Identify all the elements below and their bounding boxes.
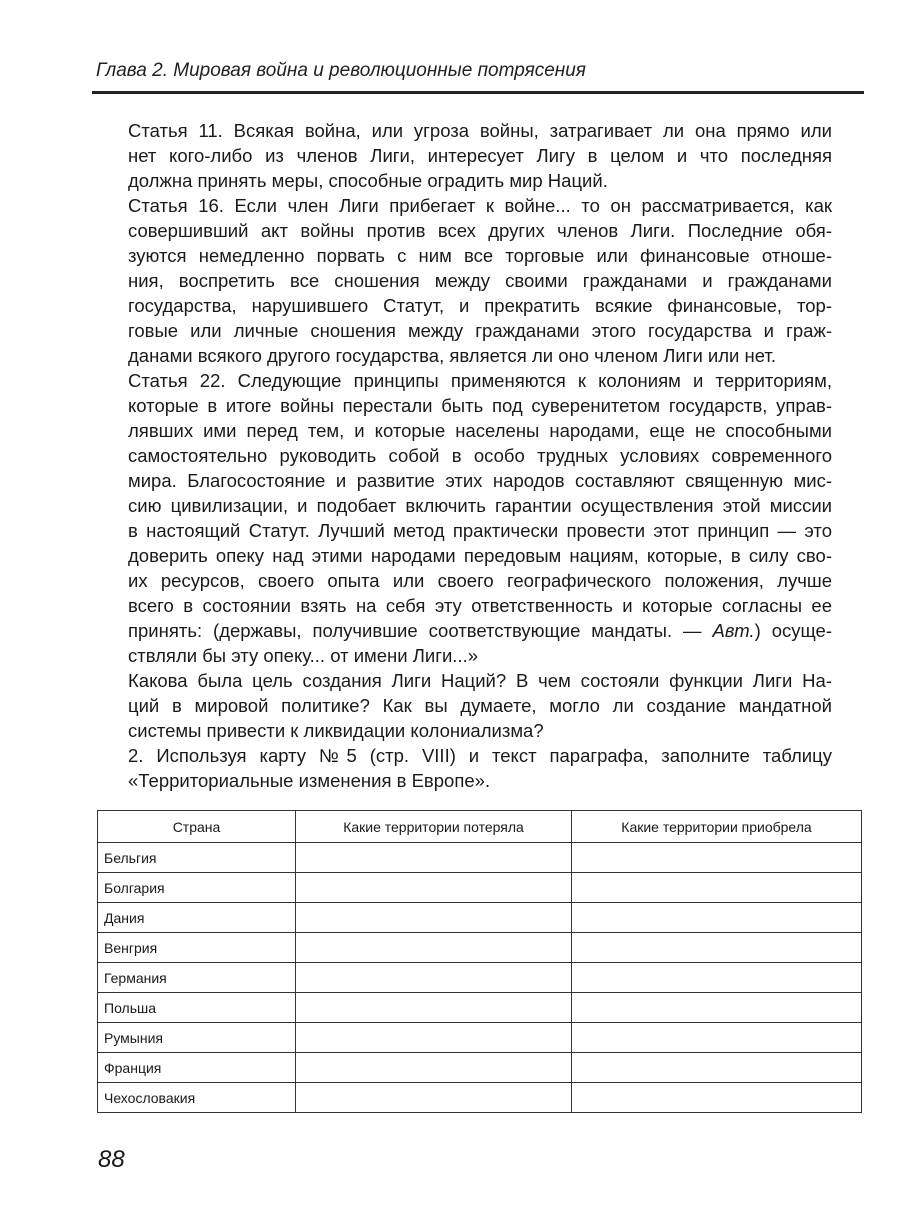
text-line-content: мира. Благосостояние и развитие этих народов составляют священную мис- bbox=[128, 470, 832, 491]
country-cell: Польша bbox=[98, 993, 296, 1023]
country-cell: Чехословакия bbox=[98, 1083, 296, 1113]
text-line bbox=[128, 168, 832, 193]
text-line bbox=[128, 243, 832, 268]
text-line bbox=[128, 643, 832, 668]
country-cell: Дания bbox=[98, 903, 296, 933]
gained-territories-cell[interactable] bbox=[572, 993, 862, 1023]
text-line-content: всего в состоянии взять на себя эту ответственность и которые согласны ее bbox=[128, 595, 832, 616]
lost-territories-cell[interactable] bbox=[296, 1023, 572, 1053]
text-line bbox=[128, 293, 832, 318]
territorial-changes-table bbox=[97, 810, 862, 1113]
table-row bbox=[98, 1023, 862, 1053]
text-line-content: сию цивилизации, и подобает включить гарантии осуществления этой миссии bbox=[128, 495, 832, 516]
text-line-content: системы привести к ликвидации колониализма? bbox=[128, 720, 544, 741]
text-line bbox=[128, 743, 832, 768]
text-line-content: Какова была цель создания Лиги Наций? В чем состояли функции Лиги На- bbox=[128, 670, 832, 691]
gained-territories-cell[interactable] bbox=[572, 843, 862, 873]
page-number: 88 bbox=[98, 1146, 125, 1173]
lost-territories-cell[interactable] bbox=[296, 1083, 572, 1113]
text-line bbox=[128, 318, 832, 343]
text-line bbox=[128, 343, 832, 368]
gained-territories-cell[interactable] bbox=[572, 903, 862, 933]
text-line-content: ций в мировой политике? Как вы думаете, могло ли создание мандатной bbox=[128, 695, 832, 716]
text-line bbox=[128, 593, 832, 618]
text-line-content: 2. Используя карту №5 (стр. VIII) и текст параграфа, заполните таблицу bbox=[128, 745, 832, 766]
country-cell: Германия bbox=[98, 963, 296, 993]
lost-territories-cell[interactable] bbox=[296, 993, 572, 1023]
text-line bbox=[128, 418, 832, 443]
gained-territories-cell[interactable] bbox=[572, 1023, 862, 1053]
text-line bbox=[128, 668, 832, 693]
text-line-content: Статья 22. Следующие принципы применяются к колониям и территориям, bbox=[128, 370, 832, 391]
table-row bbox=[98, 933, 862, 963]
text-line-content: должна принять меры, способные оградить мир Наций. bbox=[128, 170, 608, 191]
text-line-content: Статья 16. Если член Лиги прибегает к войне... то он рассматривается, как bbox=[128, 195, 832, 216]
country-cell: Франция bbox=[98, 1053, 296, 1083]
text-line-content: самостоятельно руководить собой в особо трудных условиях современного bbox=[128, 445, 832, 466]
column-header-lost: Какие территории потеряла bbox=[296, 811, 572, 843]
text-line-content: ствляли бы эту опеку... от имени Лиги...» bbox=[128, 645, 478, 666]
body-text bbox=[128, 118, 832, 793]
text-line bbox=[128, 218, 832, 243]
country-cell: Болгария bbox=[98, 873, 296, 903]
gained-territories-cell[interactable] bbox=[572, 963, 862, 993]
country-cell: Румыния bbox=[98, 1023, 296, 1053]
gained-territories-cell[interactable] bbox=[572, 1053, 862, 1083]
country-cell: Бельгия bbox=[98, 843, 296, 873]
text-line bbox=[128, 468, 832, 493]
text-line bbox=[128, 693, 832, 718]
text-line bbox=[128, 518, 832, 543]
lost-territories-cell[interactable] bbox=[296, 1053, 572, 1083]
country-cell: Венгрия bbox=[98, 933, 296, 963]
text-line bbox=[128, 143, 832, 168]
text-line-content: которые в итоге войны перестали быть под суверенитетом государств, управ- bbox=[128, 395, 832, 416]
text-line bbox=[128, 193, 832, 218]
lost-territories-cell[interactable] bbox=[296, 843, 572, 873]
gained-territories-cell[interactable] bbox=[572, 1083, 862, 1113]
lost-territories-cell[interactable] bbox=[296, 963, 572, 993]
chapter-title: Глава 2. Мировая война и революционные потрясения bbox=[96, 60, 586, 81]
column-header-country: Страна bbox=[98, 811, 296, 843]
lost-territories-cell[interactable] bbox=[296, 903, 572, 933]
text-line-content: лявших ими перед тем, и которые населены народами, еще не способными bbox=[128, 420, 832, 441]
text-line bbox=[128, 393, 832, 418]
table-row bbox=[98, 963, 862, 993]
gained-territories-cell[interactable] bbox=[572, 933, 862, 963]
text-line-content: совершивший акт войны против всех других членов Лиги. Последние обя- bbox=[128, 220, 832, 241]
text-line-tail: ) осуще- bbox=[754, 620, 832, 641]
text-line-content: данами всякого другого государства, является ли оно членом Лиги или нет. bbox=[128, 345, 776, 366]
lost-territories-cell[interactable] bbox=[296, 873, 572, 903]
text-line bbox=[128, 443, 832, 468]
text-line-content: в настоящий Статут. Лучший метод практически провести этот принцип — это bbox=[128, 520, 832, 541]
text-line bbox=[128, 368, 832, 393]
table-row bbox=[98, 1083, 862, 1113]
text-line bbox=[128, 493, 832, 518]
gained-territories-cell[interactable] bbox=[572, 873, 862, 903]
text-line-content: государства, нарушившего Статут, и прекратить всякие финансовые, тор- bbox=[128, 295, 832, 316]
text-line-content: принять: (державы, получившие соответствующие мандаты. — bbox=[128, 620, 713, 641]
text-line-content: нет кого-либо из членов Лиги, интересует Лигу в целом и что последняя bbox=[128, 145, 832, 166]
text-line bbox=[128, 568, 832, 593]
text-line bbox=[128, 118, 832, 143]
text-line-content: «Территориальные изменения в Европе». bbox=[128, 770, 491, 791]
text-line bbox=[128, 543, 832, 568]
text-line-content: зуются немедленно порвать с ним все торговые или финансовые отноше- bbox=[128, 245, 832, 266]
table-row bbox=[98, 873, 862, 903]
text-line bbox=[128, 268, 832, 293]
text-line bbox=[128, 768, 832, 793]
author-abbrev: Авт. bbox=[712, 620, 755, 641]
header-rule bbox=[92, 91, 864, 94]
text-line bbox=[128, 618, 832, 643]
table-row bbox=[98, 1053, 862, 1083]
text-line-content: ния, воспретить все сношения между своими гражданами и гражданами bbox=[128, 270, 832, 291]
text-line-content: доверить опеку над этими народами передовым нациям, которые, в силу сво- bbox=[128, 545, 832, 566]
text-line bbox=[128, 718, 832, 743]
text-line-content: их ресурсов, своего опыта или своего географического положения, лучше bbox=[128, 570, 832, 591]
text-line-content: Статья 11. Всякая война, или угроза войны, затрагивает ли она прямо или bbox=[128, 120, 832, 141]
table-row bbox=[98, 993, 862, 1023]
lost-territories-cell[interactable] bbox=[296, 933, 572, 963]
text-line-content: говые или личные сношения между гражданами этого государства и граж- bbox=[128, 320, 832, 341]
table-row bbox=[98, 903, 862, 933]
column-header-gained: Какие территории приобрела bbox=[572, 811, 862, 843]
table-header-row bbox=[98, 811, 862, 843]
table-row bbox=[98, 843, 862, 873]
